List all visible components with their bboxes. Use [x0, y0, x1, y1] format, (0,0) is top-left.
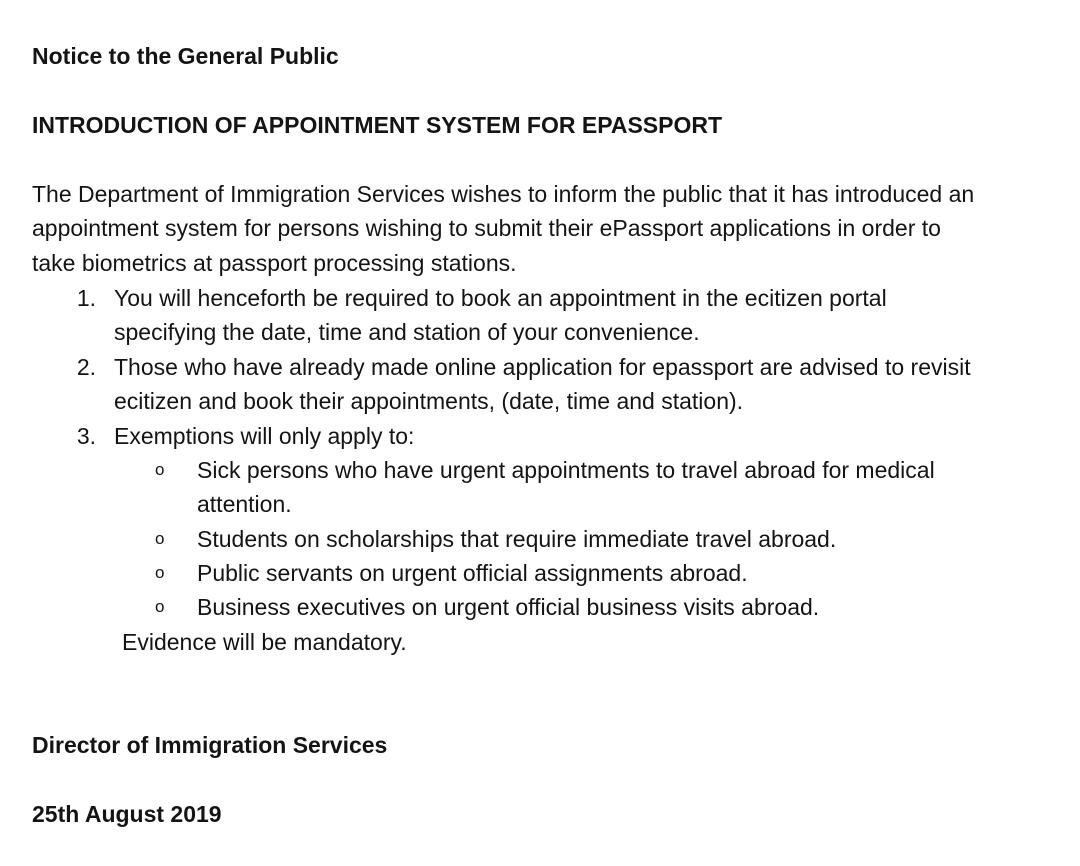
- evidence-note: Evidence will be mandatory.: [122, 629, 407, 655]
- list-number: 1.: [76, 285, 96, 311]
- list-number: 2.: [76, 354, 96, 380]
- list-item-line: You will henceforth be required to book an appointment in the ecitizen portal: [114, 285, 887, 311]
- list-number: 3.: [76, 423, 96, 449]
- intro-line: appointment system for persons wishing to submit their ePassport applications in order to: [32, 215, 941, 241]
- hollow-bullet-icon: o: [155, 460, 165, 479]
- exemption-line: Sick persons who have urgent appointments to travel abroad for medical: [197, 457, 935, 483]
- intro-line: take biometrics at passport processing stations.: [32, 250, 517, 276]
- exemption-line: attention.: [197, 491, 292, 517]
- notice-title: INTRODUCTION OF APPOINTMENT SYSTEM FOR EPASSPORT: [32, 112, 723, 138]
- list-item-line: Those who have already made online application for epassport are advised to revisit: [114, 354, 971, 380]
- list-item-line: Exemptions will only apply to:: [114, 423, 415, 449]
- exemption-line: Public servants on urgent official assignments abroad.: [197, 560, 748, 586]
- notice-date: 25th August 2019: [32, 801, 222, 827]
- list-item-line: specifying the date, time and station of your convenience.: [114, 319, 700, 345]
- hollow-bullet-icon: o: [155, 563, 165, 582]
- hollow-bullet-icon: o: [155, 529, 165, 548]
- hollow-bullet-icon: o: [155, 597, 165, 616]
- notice-heading: Notice to the General Public: [32, 43, 339, 69]
- exemption-line: Business executives on urgent official business visits abroad.: [197, 594, 820, 620]
- signature: Director of Immigration Services: [32, 732, 388, 758]
- exemption-line: Students on scholarships that require immediate travel abroad.: [197, 526, 837, 552]
- list-item-line: ecitizen and book their appointments, (date, time and station).: [114, 388, 744, 414]
- intro-line: The Department of Immigration Services wishes to inform the public that it has introduced an: [32, 181, 975, 207]
